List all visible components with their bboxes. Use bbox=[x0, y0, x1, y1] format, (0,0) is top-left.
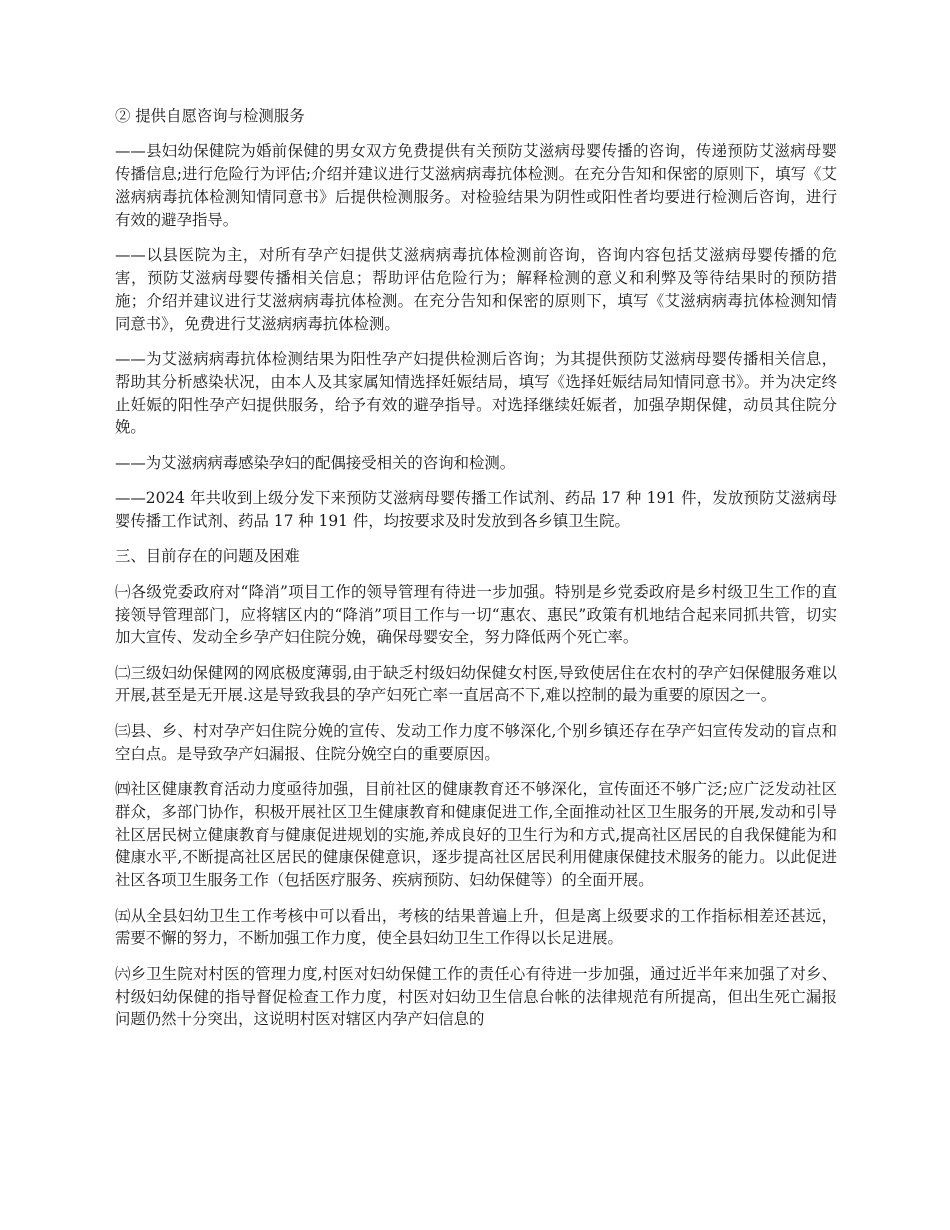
paragraph-problem-1: ㈠各级党委政府对“降消”项目工作的领导管理有待进一步加强。特别是乡党委政府是乡村级卫生工作的直接领导管理部门，应将辖区内的“降消”项目工作与一切“惠农、惠民”政策有机地结合起来同抓共管，切实加大宣传、发动全乡孕产妇住院分娩，确保母婴安全，努力降低两个死亡率。 bbox=[115, 582, 837, 647]
paragraph-county-hospital-counseling: ——以县医院为主，对所有孕产妇提供艾滋病病毒抗体检测前咨询，咨询内容包括艾滋病母婴传播的危害，预防艾滋病母婴传播相关信息；帮助评估危险行为；解释检测的意义和利弊及等待结果时的预防措施；介绍并建议进行艾滋病病毒抗体检测。在充分告知和保密的原则下，填写《艾滋病病毒抗体检测知情同意书》，免费进行艾滋病病毒抗体检测。 bbox=[115, 246, 837, 333]
paragraph-problem-5: ㈤从全县妇幼卫生工作考核中可以看出，考核的结果普遍上升，但是离上级要求的工作指标相差还甚远，需要不懈的努力，不断加强工作力度，使全县妇幼卫生工作得以长足进展。 bbox=[115, 906, 837, 948]
paragraph-problem-2: ㈡三级妇幼保健网的网底极度薄弱,由于缺乏村级妇幼保健女村医,导致使居住在农村的孕产妇保健服务难以开展,甚至是无开展.这是导致我县的孕产妇死亡率一直居高不下,难以控制的最为重要的原因之一。 bbox=[115, 663, 837, 705]
section-heading-voluntary-counseling: ② 提供自愿咨询与检测服务 bbox=[115, 107, 305, 125]
paragraph-problem-6: ㈥乡卫生院对村医的管理力度,村医对妇幼保健工作的责任心有待进一步加强，通过近半年来加强了对乡、村级妇幼保健的指导督促检查工作力度，村医对妇幼卫生信息台帐的法律规范有所提高，但出生死亡漏报问题仍然十分突出，这说明村医对辖区内孕产妇信息的 bbox=[115, 964, 837, 1029]
paragraph-spouse-testing: ——为艾滋病病毒感染孕妇的配偶接受相关的咨询和检测。 bbox=[115, 453, 516, 472]
paragraph-premarital-counseling: ——县妇幼保健院为婚前保健的男女双方免费提供有关预防艾滋病母婴传播的咨询，传递预防艾滋病母婴传播信息;进行危险行为评估;介绍并建议进行艾滋病病毒抗体检测。在充分告知和保密的原则下，填写《艾滋病病毒抗体检测知情同意书》后提供检测服务。对检验结果为阴性或阳性者均要进行检测后咨询，进行有效的避孕指导。 bbox=[115, 142, 837, 229]
paragraph-positive-result-counseling: ——为艾滋病病毒抗体检测结果为阳性孕产妇提供检测后咨询；为其提供预防艾滋病母婴传播相关信息，帮助其分析感染状况，由本人及其家属知情选择妊娠结局，填写《选择妊娠结局知情同意书》。并为决定终止妊娠的阳性孕产妇提供服务，给予有效的避孕指导。对选择继续妊娠者，加强孕期保健，动员其住院分娩。 bbox=[115, 349, 837, 437]
section-heading-problems: 三、目前存在的问题及困难 bbox=[115, 547, 300, 566]
paragraph-problem-3: ㈢县、乡、村对孕产妇住院分娩的宣传、发动工作力度不够深化,个别乡镇还存在孕产妇宣传发动的盲点和空白点。是导致孕产妇漏报、住院分娩空白的重要原因。 bbox=[115, 721, 837, 763]
paragraph-problem-4: ㈣社区健康教育活动力度亟待加强，目前社区的健康教育还不够深化，宣传面还不够广泛;应广泛发动社区群众，多部门协作，积极开展社区卫生健康教育和健康促进工作,全面推动社区卫生服务的开展,发动和引导社区居民树立健康教育与健康促进规划的实施,养成良好的卫生行为和方式,提高社区居民的自我保健能为和健康水平,不断提高社区居民的健康保健意识，逐步提高社区居民利用健康保健技术服务的能力。以此促进社区各项卫生服务工作（包括医疗服务、疾病预防、妇幼保健等）的全面开展。 bbox=[115, 780, 837, 890]
paragraph-2024-supplies: ——2024 年共收到上级分发下来预防艾滋病母婴传播工作试剂、药品 17 种 191 件，发放预防艾滋病母婴传播工作试剂、药品 17 种 191 件，均按要求及时发放到各乡镇卫生院。 bbox=[115, 489, 837, 530]
document-page bbox=[115, 105, 837, 1044]
